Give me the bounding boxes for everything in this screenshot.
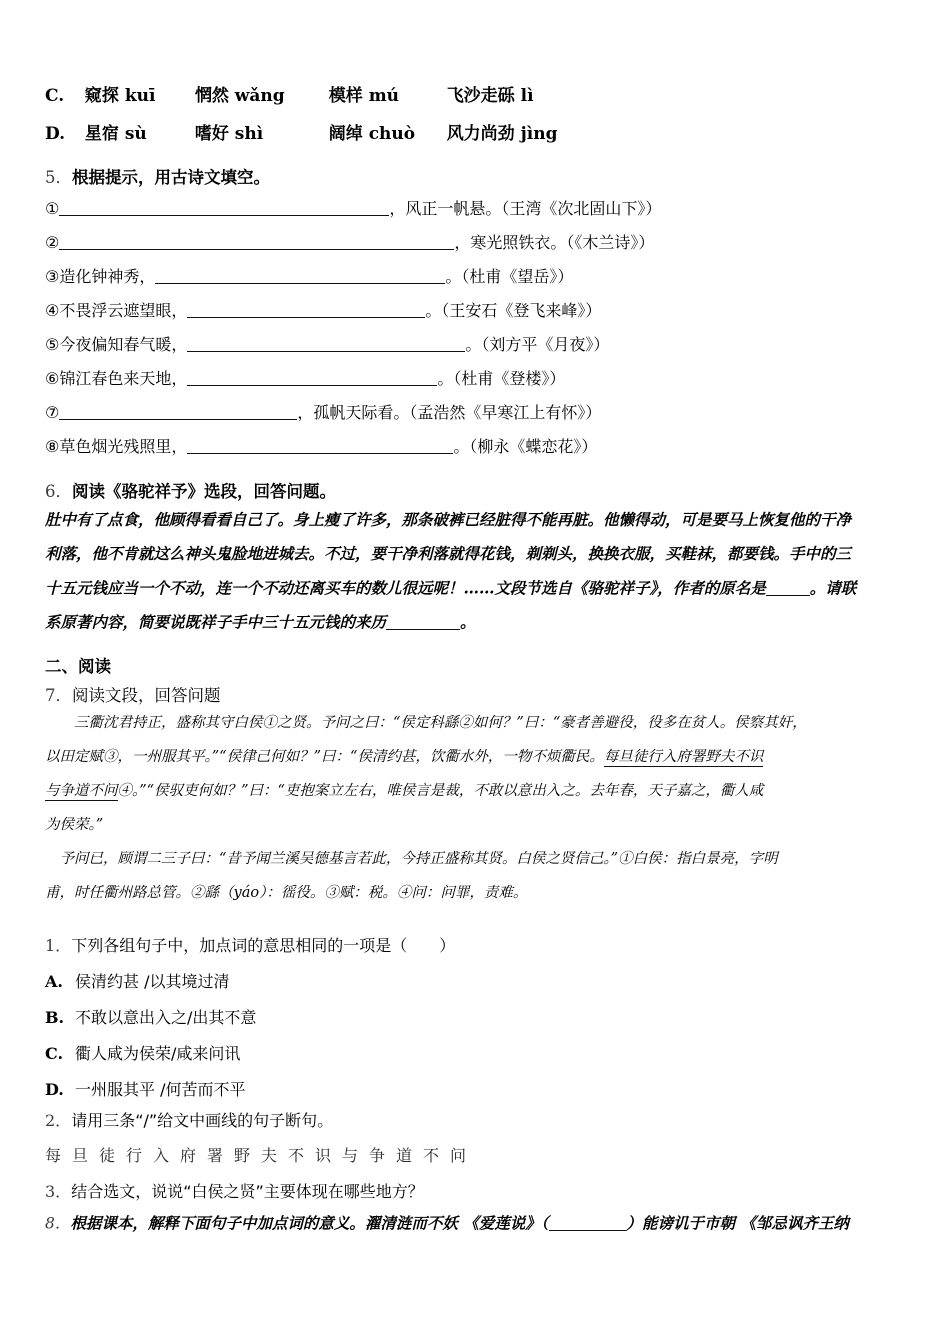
- classical-line-text: 以田定赋③，一州服其平。”“侯律己何如？”曰：“侯清约甚，饮衢水外，一物不烦衢民。每旦徒行入府署野夫不识: [45, 749, 764, 765]
- pinyin-options-block: [45, 88, 905, 156]
- author-name-blank[interactable]: [766, 580, 810, 596]
- question8-stem: [45, 1215, 849, 1232]
- question7-stem-text: 阅读文段，回答问题: [72, 686, 221, 705]
- blank-after: 。（杜甫《登楼》）: [437, 369, 566, 389]
- subquestion-3-stem-text: 结合选文，说说“白侯之贤”主要体现在哪些地方？: [71, 1182, 424, 1201]
- passage-line-tail: 。请联: [809, 578, 857, 598]
- question7-classical-passage: [45, 716, 915, 920]
- subquestion-3-number: 3．: [45, 1182, 72, 1201]
- blank-after: 。（刘方平《月夜》）: [465, 335, 610, 355]
- passage-line-text: 利落，他不肯就这么神头鬼脸地进城去。不过，要干净利落就得花钱，剃剃头，换换衣服，买鞋袜，都要钱。手中的三: [45, 544, 852, 563]
- blank-after: 。（王安石《登飞来峰》）: [425, 301, 602, 321]
- subquestion-3-stem: [45, 1184, 424, 1200]
- option-letter-c: C.: [45, 1044, 64, 1063]
- blank-rule[interactable]: [155, 268, 445, 284]
- question5-stem: [45, 170, 270, 187]
- pinyin-entry-c-3: 模样 mú: [328, 86, 400, 106]
- option-text-d: 一州服其平 /何苦而不平: [75, 1080, 246, 1099]
- underlined-fragment: 与争道不问: [45, 783, 118, 799]
- section2-heading-text: 二、阅读: [45, 657, 111, 676]
- question5-blank-item[interactable]: [45, 438, 925, 472]
- passage-line: [45, 546, 910, 580]
- question5-blank-item[interactable]: [45, 234, 925, 268]
- option-row-a[interactable]: [45, 974, 745, 1010]
- classical-line-text: ④。”“侯驭吏何如？”曰：“吏抱案立左右，唯侯言是裁，不敢以意出入之。去年春，天子嘉之，衢人咸: [117, 783, 764, 799]
- option-text-c: 衢人咸为侯荣/咸来问讯: [75, 1044, 241, 1063]
- option-letter-b: B.: [45, 1008, 65, 1027]
- option-text-a: 侯清约甚 /以其境过清: [75, 972, 230, 991]
- question8-answer-blank[interactable]: [549, 1215, 627, 1231]
- blank-marker: ①: [45, 199, 60, 219]
- blank-rule[interactable]: [187, 302, 425, 318]
- subquestion-1-stem-text: 下列各组句子中，加点词的意思相同的一项是（ ）: [71, 936, 456, 955]
- blank-marker: ⑥: [45, 369, 60, 389]
- classical-line: [45, 818, 915, 852]
- option-row-b[interactable]: [45, 1010, 745, 1046]
- classical-footnote-text: 甫，时任衢州路总管。②繇（yáo）：徭役。③赋：税。④问：问罪，责难。: [45, 885, 528, 901]
- subquestion-1-stem: [45, 938, 455, 954]
- classical-footnote-line: [45, 886, 915, 920]
- question5-number: 5．: [45, 168, 72, 187]
- classical-line: [45, 750, 915, 784]
- blank-marker: ⑦: [45, 403, 60, 423]
- pinyin-entry-c-2: 惘然 wǎng: [194, 86, 285, 106]
- question6-number: 6．: [45, 482, 72, 501]
- blank-rule[interactable]: [187, 336, 465, 352]
- passage-line: [45, 580, 910, 614]
- blank-before: 造化钟神秀，: [59, 267, 156, 287]
- option-letter-c: C.: [45, 86, 65, 106]
- question8-number: 8．: [45, 1214, 71, 1233]
- spaced-sentence-text: 每旦徒行入府署野夫不识与争道不问: [45, 1146, 478, 1165]
- question5-stem-text: 根据提示，用古诗文填空。: [72, 168, 270, 187]
- pinyin-entry-d-1: 星宿 sù: [84, 124, 147, 144]
- blank-after: ，孤帆天际看。（孟浩然《早寒江上有怀》）: [297, 403, 602, 423]
- passage-line-text: 系原著内容，简要说既祥子手中三十五元钱的来历: [45, 612, 387, 632]
- option-row-c[interactable]: [45, 1046, 745, 1082]
- blank-marker: ⑧: [45, 437, 60, 457]
- classical-line-text: 三衢沈君持正，盛称其守白侯①之贤。予问之曰：“侯定科繇②如何？”曰：“豪者善避役，役多在贫人。侯察其奸，: [45, 715, 807, 731]
- blank-rule[interactable]: [59, 234, 454, 250]
- subquestion-1-options: [45, 974, 745, 1118]
- passage-line-text: 十五元钱应当一个不动，连一个不动还离买车的数儿很远呢！……文段节选自《骆驼祥子》，作者的原名是: [45, 578, 766, 598]
- blank-marker: ⑤: [45, 335, 60, 355]
- subquestion-1-number: 1．: [45, 936, 72, 955]
- question6-stem-text: 阅读《骆驼祥予》选段，回答问题。: [72, 482, 336, 501]
- blank-rule[interactable]: [59, 404, 297, 420]
- question8-stem-part2: ）能谤讥于市朝 《邹忌讽齐王纳: [626, 1213, 849, 1233]
- question5-blank-item[interactable]: [45, 268, 925, 302]
- classical-line-text: 予问已，顾谓二三子曰：“昔予闻兰溪吴德基言若此，今持正盛称其贤。白侯之贤信己。”①白侯：指白景亮，字明: [45, 851, 778, 867]
- subquestion-2-stem: [45, 1113, 333, 1129]
- underlined-fragment: 每旦徒行入府署野夫不识: [603, 749, 764, 765]
- pinyin-entry-c-4: 飞沙走砾 lì: [446, 86, 534, 106]
- classical-line: [45, 784, 915, 818]
- question7-stem: [45, 688, 221, 705]
- pinyin-option-row-d[interactable]: [45, 126, 905, 156]
- passage-line: [45, 614, 910, 648]
- pinyin-entry-d-3: 阔绰 chuò: [328, 124, 416, 144]
- classical-line-text: 为侯荣。”: [45, 817, 104, 833]
- question5-blank-item[interactable]: [45, 200, 925, 234]
- option-letter-d: D.: [45, 124, 66, 144]
- question8-stem-part1: 根据课本，解释下面句子中加点词的意义。濯清涟而不妖 《爱莲说》（: [70, 1213, 549, 1233]
- blank-before: 不畏浮云遮望眼，: [59, 301, 188, 321]
- blank-marker: ③: [45, 267, 60, 287]
- question6-passage: [45, 512, 910, 648]
- blank-before: 草色烟光残照里，: [59, 437, 188, 457]
- blank-after: ，风正一帆悬。（王湾《次北固山下》）: [389, 199, 662, 219]
- pinyin-entry-c-1: 窥探 kuī: [84, 86, 156, 106]
- question5-blank-item[interactable]: [45, 370, 925, 404]
- subquestion-2-stem-text: 请用三条“/”给文中画线的句子断句。: [71, 1111, 334, 1130]
- question6-stem: [45, 484, 336, 501]
- classical-line: [45, 852, 915, 886]
- blank-after: 。（柳永《蝶恋花》）: [453, 437, 598, 457]
- blank-after: 。（杜甫《望岳》）: [445, 267, 574, 287]
- question5-blank-item[interactable]: [45, 336, 925, 370]
- pinyin-option-row-c[interactable]: [45, 88, 905, 118]
- section2-heading: [45, 659, 111, 676]
- question5-blanks-list: [45, 200, 925, 472]
- classical-line: [45, 716, 915, 750]
- question5-blank-item[interactable]: [45, 404, 925, 438]
- blank-after: ，寒光照铁衣。（《木兰诗》）: [454, 233, 655, 253]
- blank-marker: ④: [45, 301, 60, 321]
- passage-line: [45, 512, 910, 546]
- answer-blank[interactable]: [386, 614, 460, 630]
- blank-before: 今夜偏知春气暖，: [59, 335, 188, 355]
- blank-marker: ②: [45, 233, 60, 253]
- blank-rule[interactable]: [187, 438, 453, 454]
- pinyin-entry-d-4: 风力尚劲 jìng: [446, 124, 558, 144]
- option-letter-d: D.: [45, 1080, 64, 1099]
- blank-rule[interactable]: [59, 200, 389, 216]
- option-letter-a: A.: [45, 972, 63, 991]
- subquestion-2-number: 2．: [45, 1111, 72, 1130]
- passage-line-text: 肚中有了点食，他顾得看看自己了。身上瘦了许多，那条破裤已经脏得不能再脏。他懒得动，可是要马上恢复他的干净: [45, 510, 852, 529]
- pinyin-entry-d-2: 嗜好 shì: [194, 124, 264, 144]
- blank-before: 锦江春色来天地，: [59, 369, 188, 389]
- passage-line-tail: 。: [460, 612, 476, 632]
- question5-blank-item[interactable]: [45, 302, 925, 336]
- blank-rule[interactable]: [187, 370, 437, 386]
- option-text-b: 不敢以意出入之/出其不意: [75, 1008, 257, 1027]
- subquestion-2-spaced-sentence[interactable]: [45, 1148, 477, 1164]
- question7-number: 7．: [45, 686, 72, 705]
